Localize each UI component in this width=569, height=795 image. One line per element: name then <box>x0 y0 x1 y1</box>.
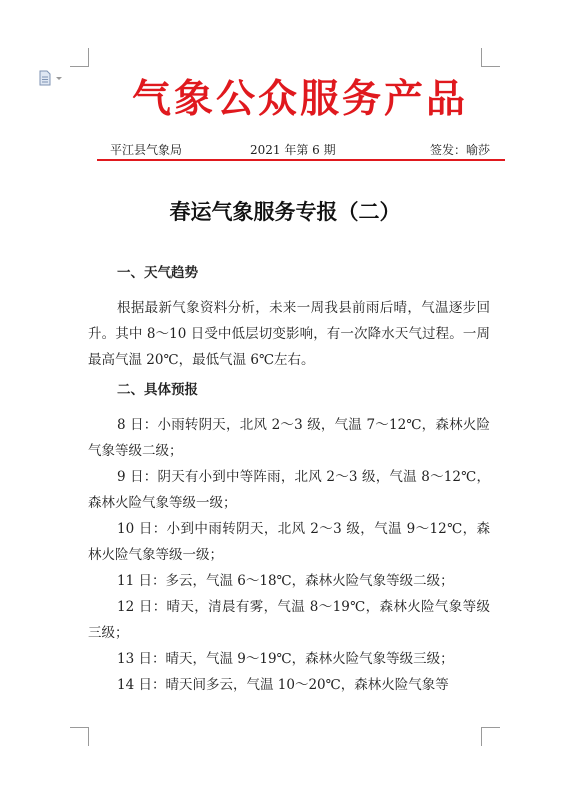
issue-signer: 签发：喻莎 <box>429 143 490 157</box>
forecast-item: 12 日：晴天，清晨有雾，气温 8～19℃，森林火险气象等级三级； <box>88 599 490 641</box>
article-title: 春运气象服务专报（二） <box>169 200 401 224</box>
masthead-title: 气象公众服务产品 <box>131 77 468 122</box>
margin-mark-top-right <box>481 48 500 67</box>
forecast-item: 8 日：小雨转阴天，北风 2～3 级，气温 7～12℃，森林火险气象等级二级； <box>88 417 490 459</box>
section-heading-forecast: 二、具体预报 <box>117 382 198 398</box>
forecast-item: 14 日：晴天间多云，气温 10～20℃，森林火险气象等 <box>117 677 449 693</box>
forecast-item: 10 日：小到中雨转阴天，北风 2～3 级，气温 9～12℃，森林火险气象等级一级； <box>88 521 490 563</box>
forecast-item: 13 日：晴天，气温 9～19℃，森林火险气象等级三级； <box>117 651 454 667</box>
forecast-item: 11 日：多云，气温 6～18℃，森林火险气象等级二级； <box>117 573 454 589</box>
section-heading-trend: 一、天气趋势 <box>117 265 198 281</box>
issue-info-row <box>110 141 490 159</box>
forecast-item: 9 日：阴天有小到中等阵雨，北风 2～3 级，气温 8～12℃，森林火险气象等级一级； <box>88 469 490 511</box>
masthead-divider <box>97 159 505 161</box>
issue-number: 2021 年第 6 期 <box>250 143 336 157</box>
trend-paragraph: 根据最新气象资料分析，未来一周我县前雨后晴，气温逐步回升。其中 8～10 日受中低层切变影响，有一次降水天气过程。一周最高气温 20℃，最低气温 6℃左右。 <box>88 300 490 368</box>
margin-mark-bottom-right <box>481 727 500 746</box>
issuing-agency: 平江县气象局 <box>110 143 183 157</box>
margin-mark-top-left <box>70 48 89 67</box>
article-body <box>88 262 490 698</box>
margin-mark-bottom-left <box>70 727 89 746</box>
